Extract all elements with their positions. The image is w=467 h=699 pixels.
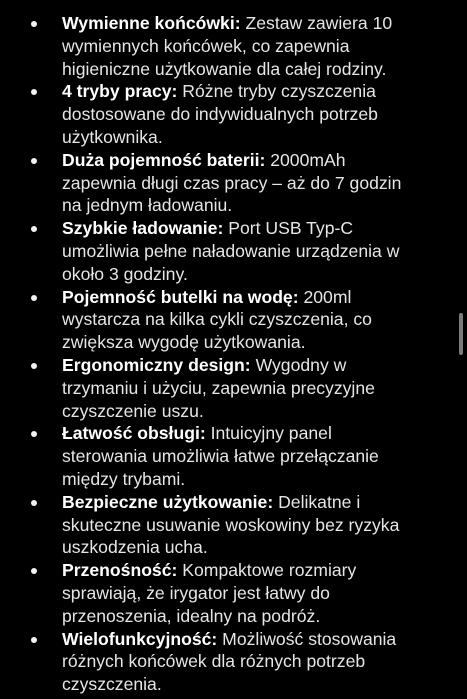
bullet-icon — [31, 500, 37, 506]
list-item — [0, 149, 420, 217]
feature-description: 2000mAh zapewnia długi czas pracy – aż do 7 godzin na jednym ładowaniu. — [62, 149, 402, 216]
bullet-icon — [31, 568, 37, 574]
feature-description: Delikatne i skuteczne usuwanie woskowiny bez ryzyka uszkodzenia ucha. — [62, 491, 400, 558]
feature-description: Możliwość stosowania różnych końcówek dla różnych potrzeb czyszczenia. — [62, 628, 397, 695]
bullet-icon — [31, 226, 37, 232]
feature-term: 4 tryby pracy: — [62, 81, 183, 102]
feature-term: Łatwość obsługi: — [62, 423, 211, 444]
scrollbar[interactable] — [459, 313, 463, 355]
list-item — [0, 422, 420, 490]
feature-term: Duża pojemność baterii: — [62, 149, 271, 170]
feature-description: Zestaw zawiera 10 wymiennych końcówek, co zapewnia higieniczne użytkowanie dla całej rodziny. — [62, 13, 393, 79]
list-item — [0, 559, 420, 627]
list-item — [0, 286, 420, 354]
feature-description: Port USB Typ-C umożliwia pełne naładowanie urządzenia w około 3 godziny. — [62, 218, 400, 284]
list-item — [0, 80, 420, 148]
feature-term: Ergonomiczny design: — [62, 354, 256, 375]
bullet-icon — [31, 431, 37, 437]
bullet-icon — [31, 89, 37, 95]
bullet-icon — [31, 363, 37, 369]
bullet-icon — [31, 637, 37, 643]
feature-description: Kompaktowe rozmiary sprawiają, że irygator jest łatwy do przenoszenia, idealny na podróż. — [62, 560, 357, 626]
feature-description: Intuicyjny panel sterowania umożliwia łatwe przełączanie między trybami. — [62, 423, 379, 489]
list-item — [0, 217, 420, 285]
feature-description: 200ml wystarcza na kilka cykli czyszczenia, co zwiększa wygodę użytkowania. — [62, 286, 372, 353]
feature-term: Pojemność butelki na wodę: — [62, 286, 304, 307]
feature-term: Wielofunkcyjność: — [62, 628, 223, 649]
feature-term: Przenośność: — [62, 560, 183, 581]
bullet-icon — [31, 158, 37, 164]
feature-description: Różne tryby czyszczenia dostosowane do indywidualnych potrzeb użytkownika. — [62, 81, 378, 147]
feature-term: Wymienne końcówki: — [62, 13, 246, 33]
feature-term: Bezpieczne użytkowanie: — [62, 491, 279, 512]
list-item — [0, 628, 420, 696]
feature-list — [0, 12, 420, 696]
bullet-icon — [31, 295, 37, 301]
feature-description: Wygodny w trzymaniu i użyciu, zapewnia precyzyjne czyszczenie uszu. — [62, 354, 375, 421]
list-item — [0, 491, 420, 559]
list-item — [0, 12, 420, 80]
bullet-icon — [31, 21, 37, 27]
list-item — [0, 354, 420, 422]
feature-term: Szybkie ładowanie: — [62, 218, 229, 239]
